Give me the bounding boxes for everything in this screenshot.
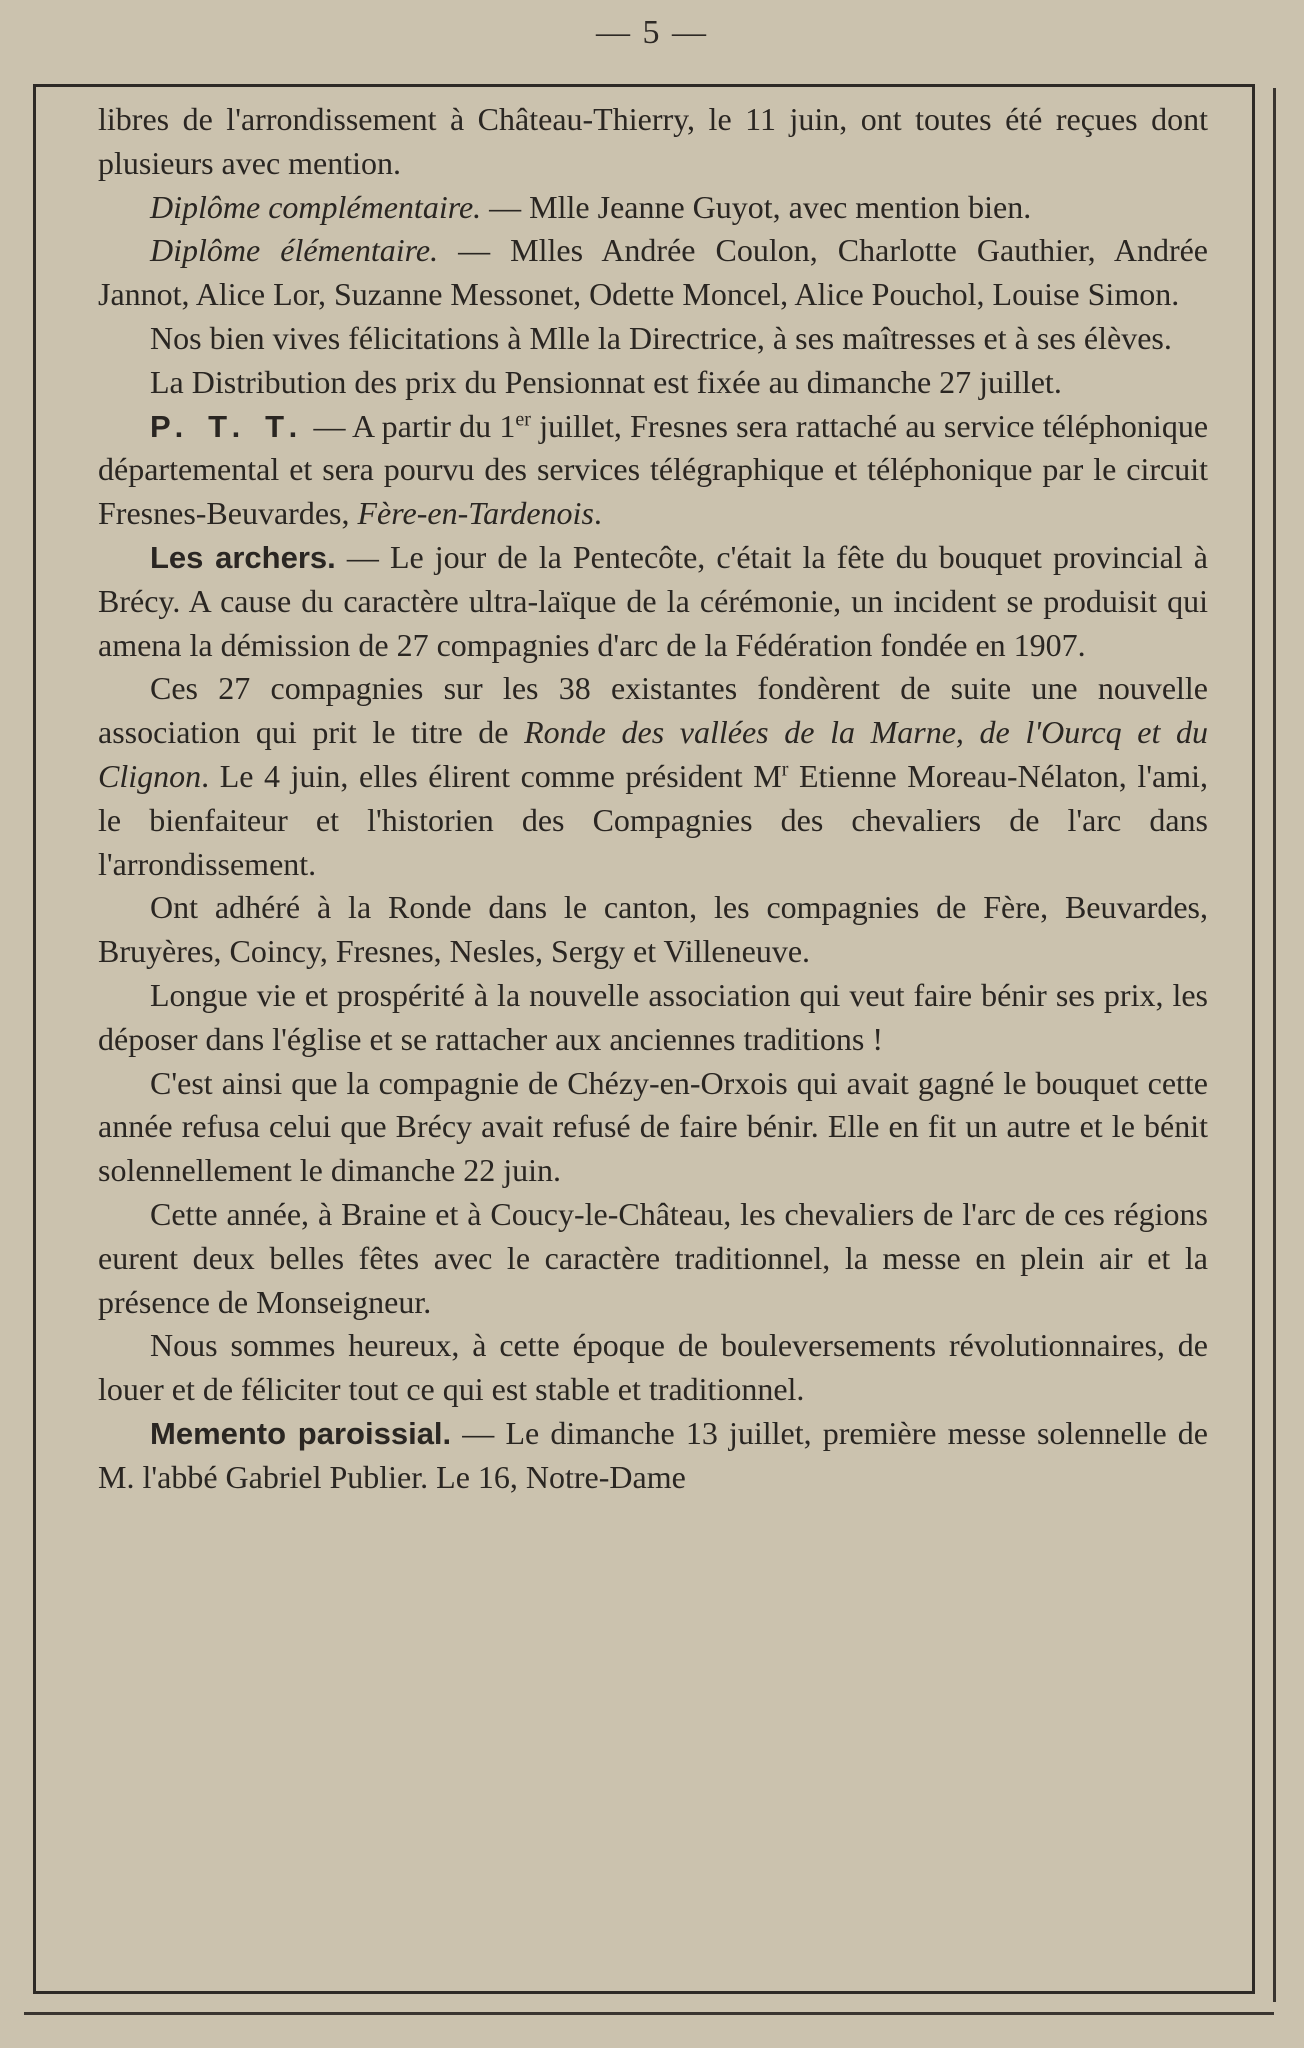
- paragraph-diplome-elementaire: [98, 229, 1208, 317]
- paragraph-text: .: [593, 495, 602, 532]
- section-label: Les archers.: [150, 539, 336, 575]
- superscript: er: [515, 407, 531, 430]
- paragraph-text: Ces 27 compagnies sur les 38 existantes fondèrent de suite une nouvelle association qui prit le titre de: [98, 670, 1208, 751]
- paragraph-braine: [98, 1193, 1208, 1324]
- paragraph-text: — A partir du 1: [305, 407, 516, 444]
- paragraph-ptt: [98, 405, 1208, 536]
- paragraph-heureux: [98, 1324, 1208, 1412]
- paragraph-text: Etienne Moreau-Nélaton, l'ami, le bienfaiteur et l'historien des Compagnies des chevaliers de l'arc dans l'arrondissement.: [98, 757, 1209, 882]
- paragraph-text: Ont adhéré à la Ronde dans le canton, les compagnies de Fère, Beuvardes, Bruyères, Coincy, Fresnes, Nesles, Sergy et Villeneuve.: [98, 889, 1208, 970]
- place-name: Fère-en-Tardenois: [357, 495, 594, 532]
- association-title: Ronde des vallées de la Marne, de l'Ourcq et du Clignon: [98, 714, 1209, 794]
- paragraph-text: — Mlles Andrée Coulon, Charlotte Gauthier, Andrée Jannot, Alice Lor, Suzanne Messonet, Odette Moncel, Alice Pouchol, Louise Simon.: [98, 232, 1208, 313]
- paragraph-text: C'est ainsi que la compagnie de Chézy-en-Orxois qui avait gagné le bouquet cette année refusa celui que Brécy avait refusé de faire bénir. Elle en fit un autre et le bénit solennellement le dimanche 22 juin.: [98, 1064, 1208, 1189]
- paragraph-distribution-prix: [98, 361, 1208, 405]
- paragraph-adhesion: [98, 886, 1208, 974]
- paragraph-text: Longue vie et prospérité à la nouvelle association qui veut faire bénir ses prix, les déposer dans l'église et se rattacher aux anciennes traditions !: [98, 976, 1208, 1057]
- paragraph-text: — Le jour de la Pentecôte, c'était la fête du bouquet provincial à Brécy. A cause du caractère ultra-laïque de la cérémonie, un incident se produisit qui amena la démission de 27 compagnies d'arc de la Fédération fondée en 1907.: [98, 538, 1209, 663]
- article-body: [98, 98, 1208, 1500]
- section-label: P. T. T.: [150, 408, 306, 444]
- paragraph-exam-results: [98, 98, 1208, 186]
- superscript: r: [781, 758, 789, 781]
- paragraph-text: juillet, Fresnes sera rattaché au service téléphonique départemental et sera pourvu des services télégraphique et téléphonique par le circuit Fresnes-Beuvardes,: [98, 407, 1209, 532]
- paragraph-text: libres de l'arrondissement à Château-Thierry, le 11 juin, ont toutes été reçues dont plusieurs avec mention.: [98, 101, 1208, 181]
- paragraph-text: — Mlle Jeanne Guyot, avec mention bien.: [481, 188, 1032, 225]
- paragraph-chezy: [98, 1062, 1208, 1193]
- paragraph-text: Nous sommes heureux, à cette époque de bouleversements révolutionnaires, de louer et de féliciter tout ce qui est stable et traditionnel.: [98, 1327, 1208, 1408]
- paragraph-felicitations: [98, 317, 1208, 361]
- paragraph-text: Nos bien vives félicitations à Mlle la Directrice, à ses maîtresses et à ses élèves.: [150, 319, 1172, 356]
- section-label: Memento paroissial.: [150, 1415, 452, 1451]
- paragraph-diplome-complementaire: [98, 186, 1208, 230]
- paragraph-longue-vie: [98, 974, 1208, 1062]
- frame-right-rule: [1273, 88, 1276, 2002]
- paragraph-text: Cette année, à Braine et à Coucy-le-Château, les chevaliers de l'arc de ces régions eurent deux belles fêtes avec le caractère traditionnel, la messe en plein air et la présence de Monseigneur.: [98, 1195, 1208, 1320]
- paragraph-ronde: [98, 667, 1208, 886]
- section-label: Diplôme élémentaire.: [150, 232, 439, 269]
- paragraph-archers: [98, 536, 1208, 667]
- paragraph-text: — Le dimanche 13 juillet, première messe solennelle de M. l'abbé Gabriel Publier. Le 16, Notre-Dame: [98, 1414, 1209, 1495]
- section-label: Diplôme complémentaire.: [150, 188, 482, 225]
- paragraph-memento: [98, 1412, 1208, 1500]
- page-number: — 5 —: [596, 14, 708, 51]
- paragraph-text: . Le 4 juin, elles élirent comme président M: [201, 757, 782, 794]
- paragraph-text: La Distribution des prix du Pensionnat est fixée au dimanche 27 juillet.: [150, 363, 1062, 400]
- bottom-rule: [24, 2012, 1274, 2015]
